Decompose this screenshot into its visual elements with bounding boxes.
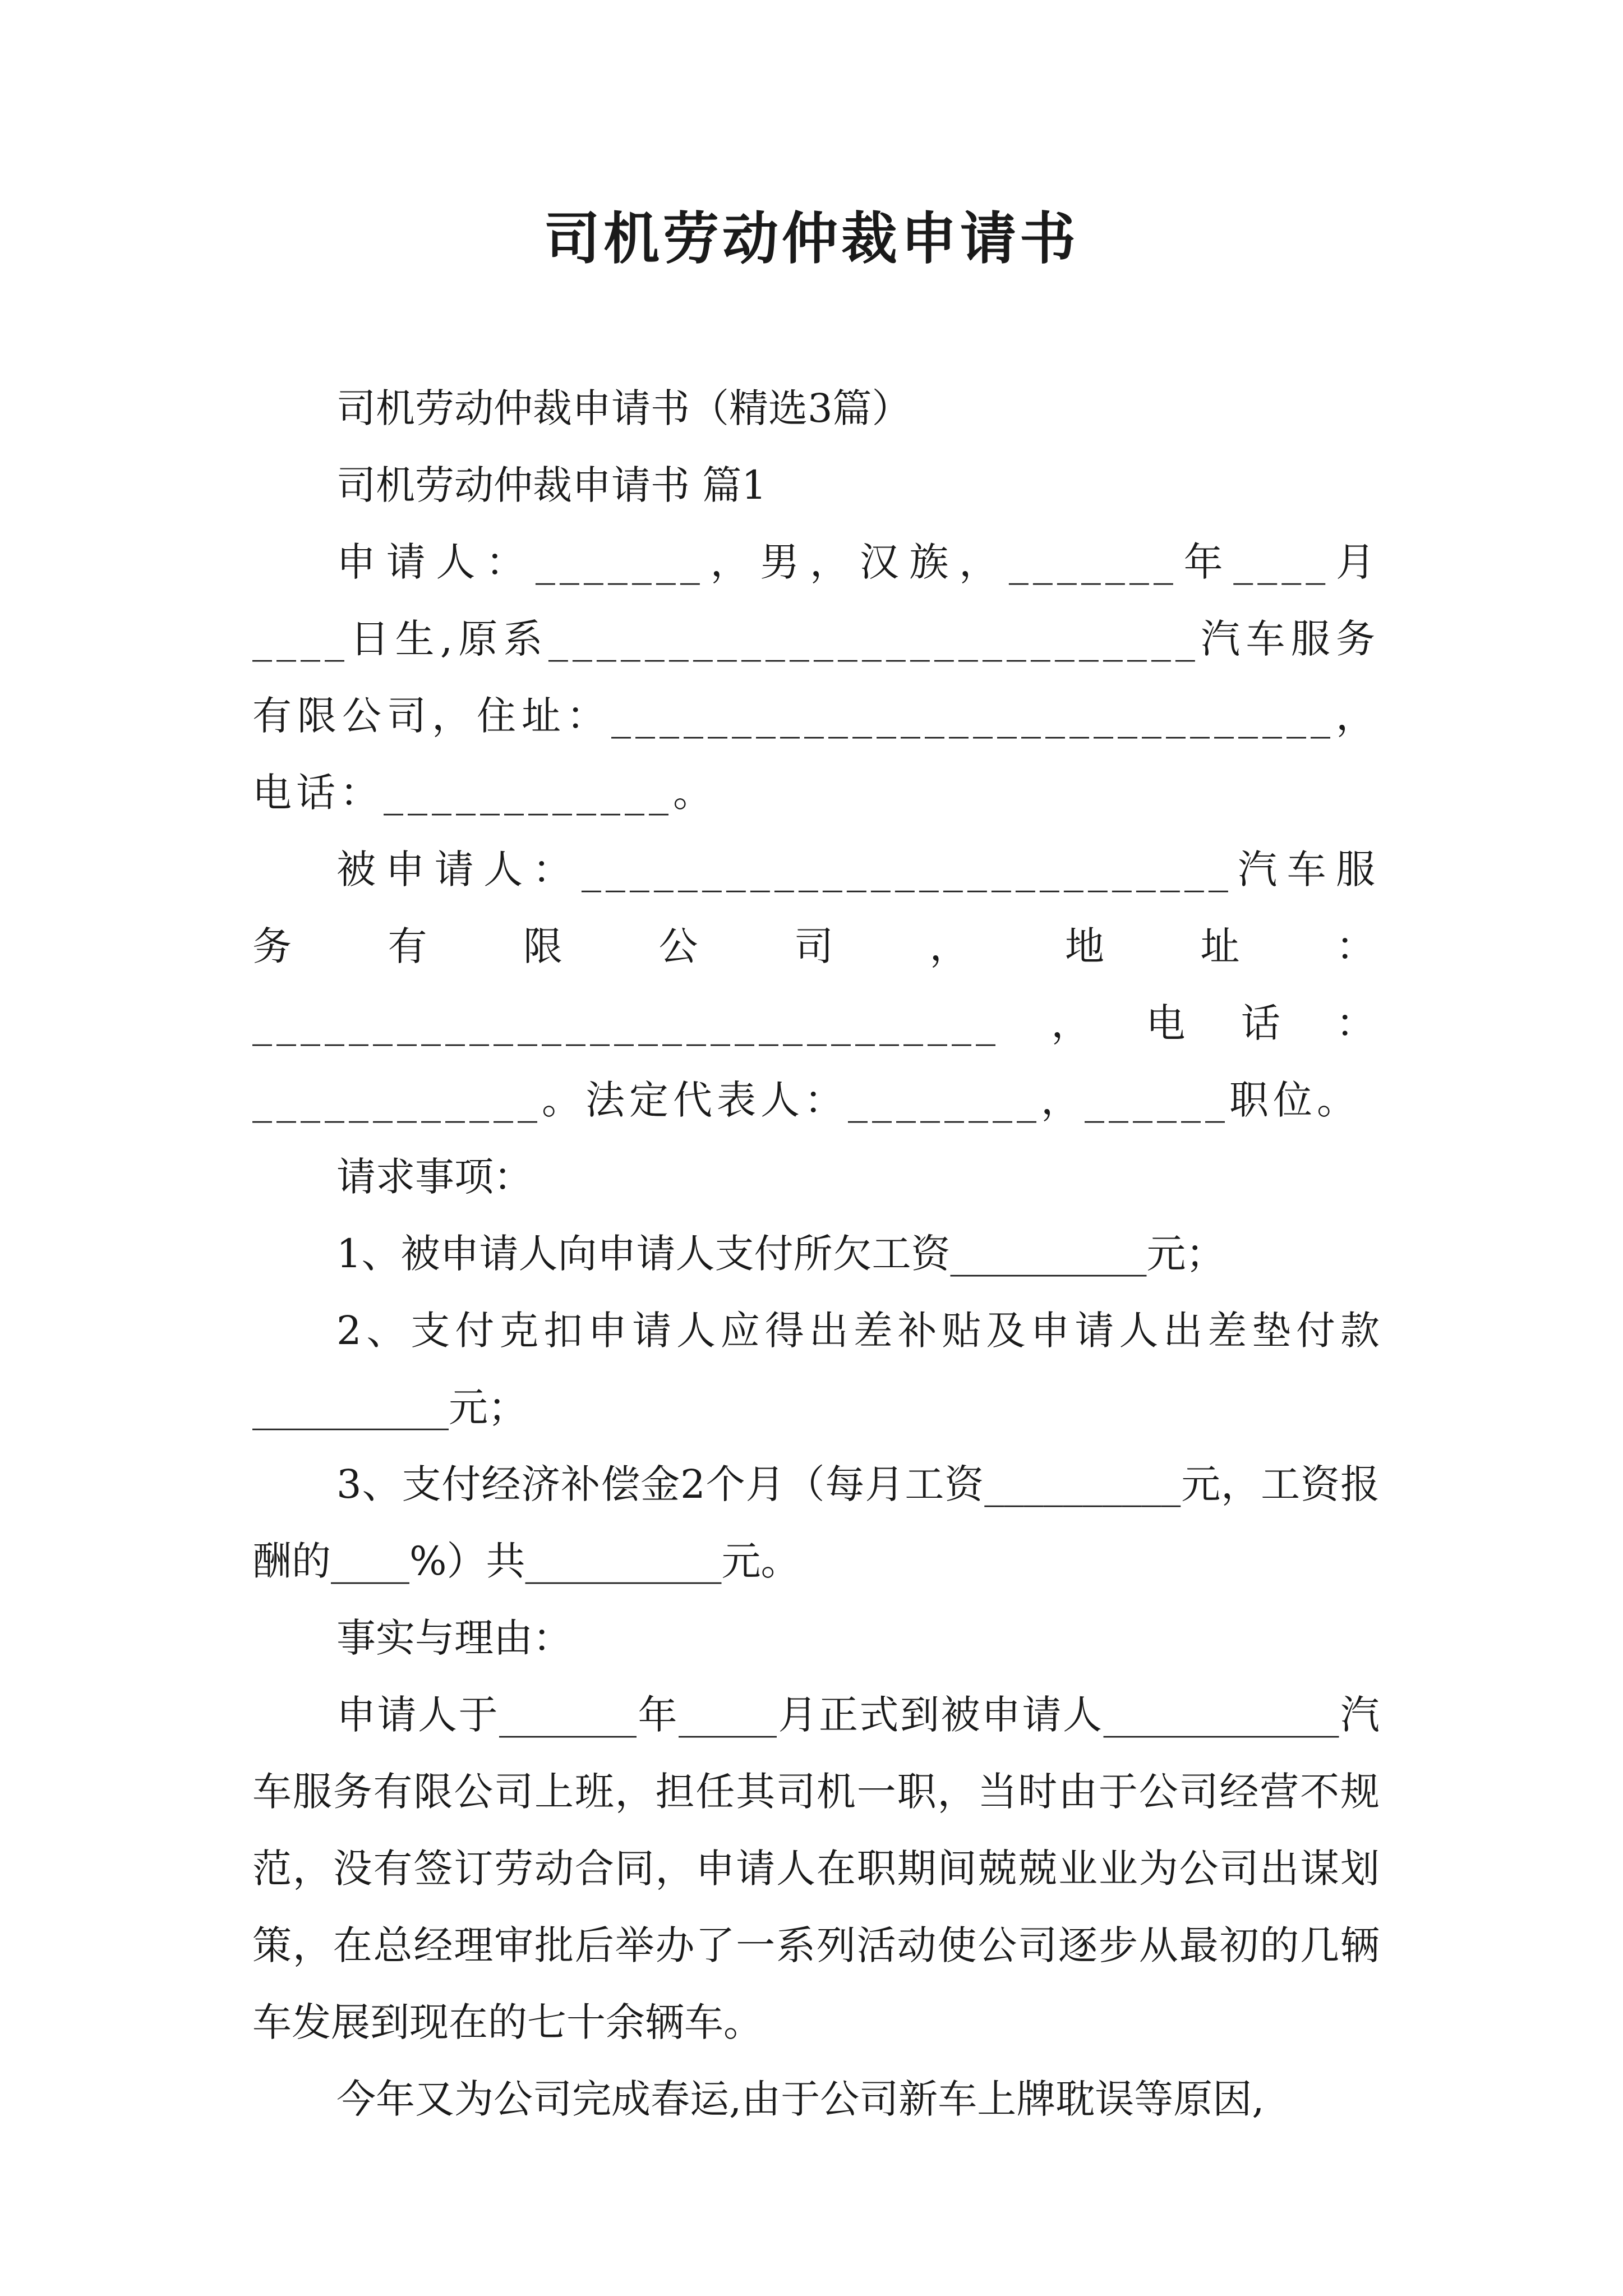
facts-paragraph-continued: 今年又为公司完成春运,由于公司新车上牌耽误等原因,	[336, 2076, 1265, 2122]
applicant-paragraph: 申请人：_______，男，汉族，_______年____月____日生,原系___________________________汽车服务有限公司，住址：______________________________，电话：____________。	[252, 539, 1380, 816]
claim-item-1: 1、被申请人向申请人支付所欠工资__________元；	[336, 1231, 1225, 1277]
subtitle: 司机劳动仲裁申请书（精选3篇）	[336, 385, 911, 431]
respondent-paragraph: 被申请人：___________________________汽车服务有限公司，地址：_______________________________，电话：____________。法定代表人：________，______职位。	[252, 846, 1380, 1123]
claim-item-2: 2、支付克扣申请人应得出差补贴及申请人出差垫付款__________元；	[252, 1308, 1380, 1430]
facts-heading: 事实与理由：	[336, 1615, 572, 1661]
facts-paragraph: 申请人于_______年_____月正式到被申请人____________汽车服务有限公司上班，担任其司机一职，当时由于公司经营不规范，没有签订劳动合同，申请人在职期间兢兢业业为公司出谋划策，在总经理审批后举办了一系列活动使公司逐步从最初的几辆车发展到现在的七十余辆车。	[252, 1692, 1380, 2045]
document-body	[252, 370, 1380, 2138]
section-heading: 司机劳动仲裁申请书 篇1	[336, 462, 767, 508]
claim-item-3: 3、支付经济补偿金2个月（每月工资__________元，工资报酬的____%）共__________元。	[252, 1461, 1380, 1584]
claims-heading: 请求事项：	[336, 1154, 533, 1200]
document-title: 司机劳动仲裁申请书	[544, 205, 1079, 272]
